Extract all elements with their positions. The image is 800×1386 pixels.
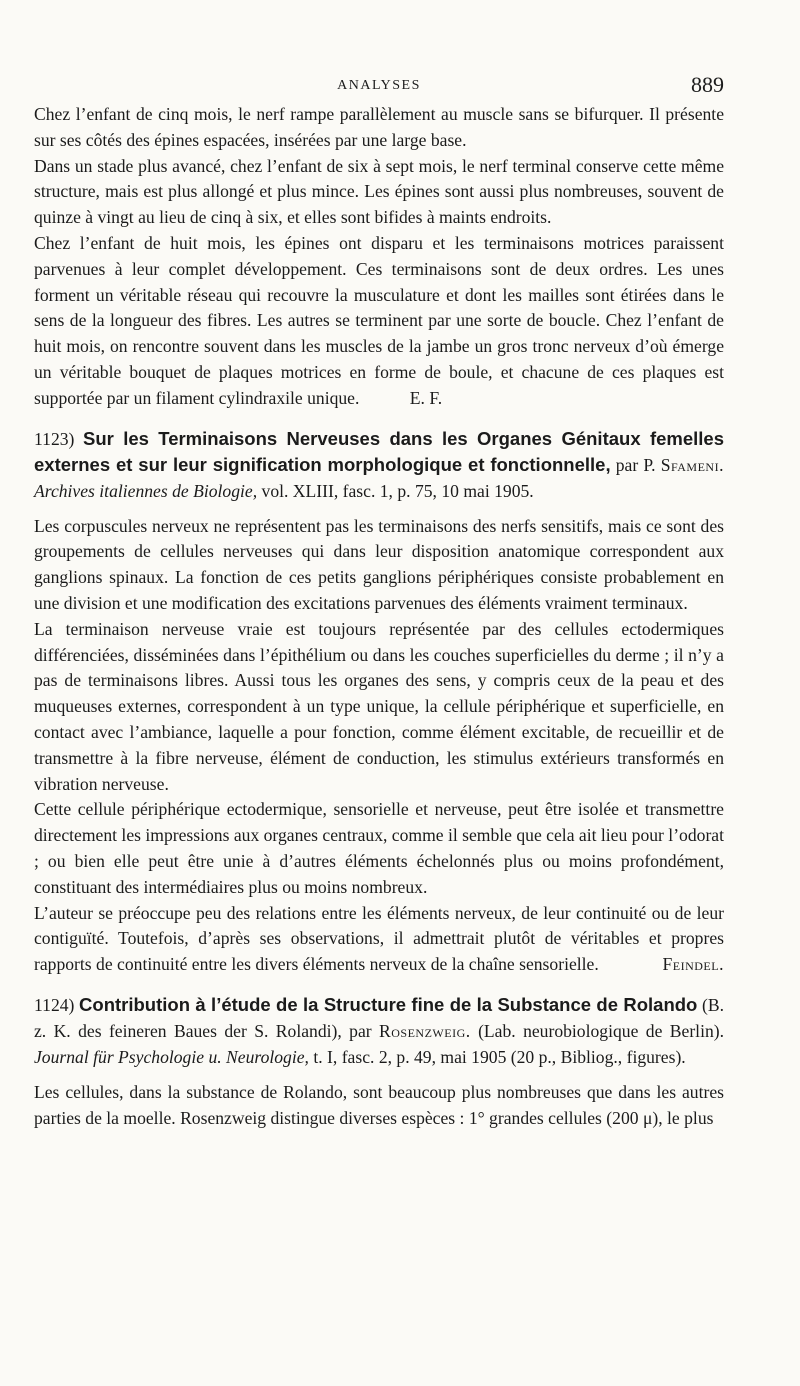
paragraph: Chez l’enfant de cinq mois, le nerf rampe parallèlement au muscle sans se bifurquer. Il présente sur ses côtés des épines espacées, insérées par une large base. (34, 104, 724, 150)
entry-by: par P. (615, 454, 656, 475)
intro-section (34, 102, 724, 412)
entry-number: 1124) (34, 994, 75, 1015)
paragraph: Les cellules, dans la substance de Rolando, sont beaucoup plus nombreuses que dans les autres parties de la moelle. Rosenzweig distingue diverses espèces : 1° grandes cellules (200 μ), le plus (34, 1081, 724, 1128)
running-head: ANALYSES (337, 78, 421, 93)
entry-details: t. I, fasc. 2, p. 49, mai 1905 (20 p., Bibliog., figures). (313, 1046, 686, 1067)
entry-journal: Journal für Psychologie u. Neurologie, (34, 1046, 309, 1067)
entry-author: Sfameni. (660, 454, 724, 475)
entry-heading (34, 426, 724, 504)
signature: Feindel. (662, 954, 724, 975)
entry-title: Contribution à l’étude de la Structure fine de la Substance de Rolando (79, 993, 698, 1015)
entry-subtitle: (B. z. K. des feineren Baues der S. Rolandi), par (34, 994, 724, 1041)
paragraph: La terminaison nerveuse vraie est toujours représentée par des cellules ectodermiques différenciées, disséminées dans l’épithélium ou dans les couches superficielles du derme ; il n’y a pas de terminaisons libres. Aussi tous les organes des sens, y compris ceux de la peau et des muqueuses externes, correspondent à un type unique, la cellule périphérique et superficielle, en contact avec l’ambiance, laquelle a pour fonction, comme élément excitable, de recueillir et de transmettre à la fibre nerveuse, élément de conduction, les stimulus extérieurs transformés en vibration nerveuse. (34, 618, 724, 794)
entry-1123 (34, 426, 724, 978)
entry-title: Sur les Terminaisons Nerveuses dans les Organes Génitaux femelles externes et sur leur signification morphologique et fonctionnelle, (34, 427, 724, 475)
paragraph: Dans un stade plus avancé, chez l’enfant de six à sept mois, le nerf terminal conserve cette même structure, mais est plus allongé et plus mince. Les épines sont aussi plus nombreuses, souvent de quinze à vingt au lieu de cinq à six, et elles sont bifides à maints endroits. (34, 155, 724, 228)
entry-heading (34, 992, 724, 1070)
entry-details: vol. XLIII, fasc. 1, p. 75, 10 mai 1905. (261, 480, 534, 501)
page-header (34, 72, 724, 102)
paragraph-text: L’auteur se préoccupe peu des relations entre les éléments nerveux, de leur continuité ou de leur contiguïté. Toutefois, d’après ses observations, il admettrait plutôt de véritables et propres rapports de continuité entre les divers éléments nerveux de la chaîne sensorielle. (34, 902, 724, 975)
page-number: 889 (691, 72, 724, 97)
paragraph (34, 231, 724, 412)
paragraph (34, 901, 724, 978)
signature: E. F. (409, 387, 443, 408)
entry-affiliation: (Lab. neurobiologique de Berlin). (478, 1020, 725, 1041)
paragraph: Cette cellule périphérique ectodermique, sensorielle et nerveuse, peut être isolée et transmettre directement les impressions aux organes centraux, comme il semble que cela ait lieu pour l’odorat ; ou bien elle peut être unie à d’autres éléments échelonnés plus ou moins profondément, constituant des intermédiaires plus ou moins nombreux. (34, 799, 725, 897)
entry-author: Rosenzweig. (379, 1020, 471, 1041)
entry-1124 (34, 992, 724, 1132)
paragraph: Les corpuscules nerveux ne représentent pas les terminaisons des nerfs sensitifs, mais ce sont des groupements de cellules nerveuses qui dans leur disposition anatomique correspondent aux ganglions spinaux. La fonction de ces petits ganglions périphériques consiste probablement en une division et une modification des excitations parvenues des éléments vraiment terminaux. (34, 515, 724, 613)
paragraph-text: Chez l’enfant de huit mois, les épines ont disparu et les terminaisons motrices paraissent parvenues à leur complet développement. Ces terminaisons sont de deux ordres. Les unes forment un véritable réseau qui recouvre la musculature et dont les mailles sont étirées dans le sens de la longueur des fibres. Les autres se terminent par une sorte de boucle. Chez l’enfant de huit mois, on rencontre souvent dans les muscles de la jambe un gros tronc nerveux d’où émerge un véritable bouquet de plaques motrices en forme de boule, et chacune de ces plaques est supportée par un filament cylindraxile unique. (34, 232, 724, 408)
entry-number: 1123) (34, 428, 75, 449)
entry-journal: Archives italiennes de Biologie, (34, 480, 258, 501)
